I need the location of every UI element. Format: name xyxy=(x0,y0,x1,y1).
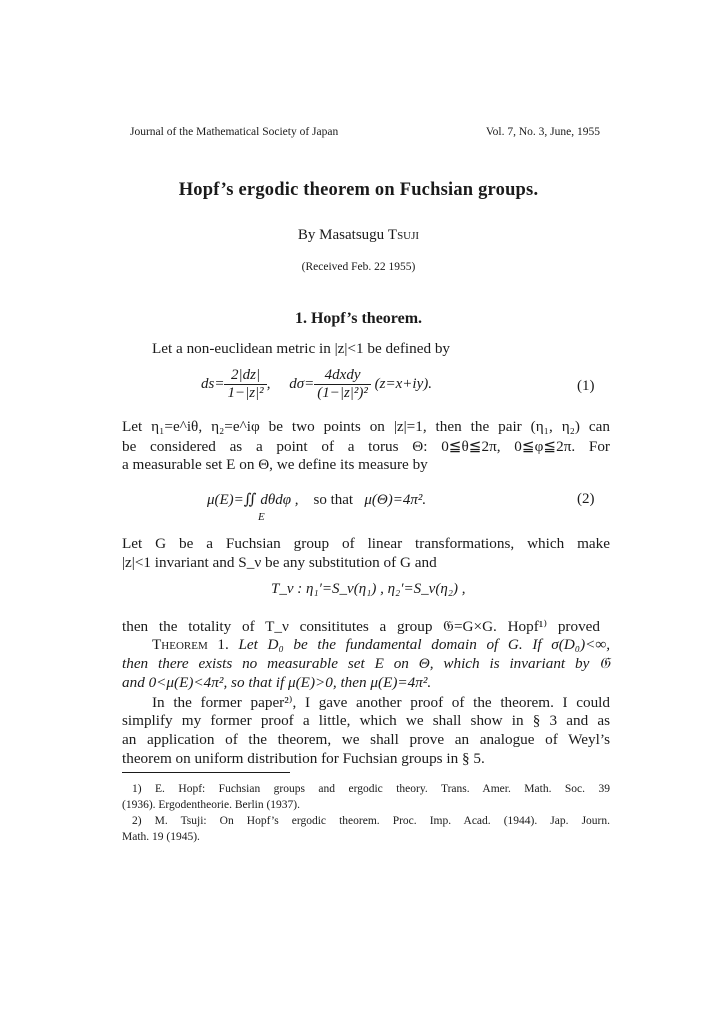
journal-name: Journal of the Mathematical Society of Japan xyxy=(130,126,339,138)
equation-3: T_ν : η₁′=S_ν(η₁) , η₂′=S_ν(η₂) , xyxy=(271,581,466,597)
equation-1: ds= $\frac{2|dz|}{\text{1−|z|²}}$ , dσ= $\frac{\text{4dxdy}}{\text{(1−|z|²)²}}$ (z=x+iy). xyxy=(201,367,432,401)
footnote-2-line-1: 2) M. Tsuji: On Hopf’s ergodic theorem. Proc. Imp. Acad. (1944). Jap. Journ. xyxy=(132,815,610,827)
eq2-integrand: dθdφ , xyxy=(260,492,299,508)
paragraph-2-line-2: be considered as a point of a torus Θ: 0≦θ≦2π, 0≦φ≦2π. For xyxy=(122,438,610,455)
footnote-1-line-2: (1936). Ergodentheorie. Berlin (1937). xyxy=(122,799,300,811)
eq1-num2: 4dxdy xyxy=(314,367,371,385)
eq1-fraction-1 xyxy=(224,367,266,402)
footnote-1-line-1: 1) E. Hopf: Fuchsian groups and ergodic theory. Trans. Amer. Math. Soc. 39 xyxy=(132,783,610,795)
paragraph-2-line-1: Let η₁=e^iθ, η₂=e^iφ be two points on |z|=1, then the pair (η₁, η₂) can xyxy=(122,418,610,435)
eq1-num1: 2|dz| xyxy=(224,367,266,385)
theorem-line-1 xyxy=(152,636,610,654)
paragraph-1: Let a non-euclidean metric in |z|<1 be defined by xyxy=(152,340,451,357)
eq2-rhs: μ(Θ)=4π². xyxy=(364,492,427,508)
paragraph-5-line-3: an application of the theorem, we shall prove an analogue of Weyl’s xyxy=(122,731,610,748)
eq2-subscript: E xyxy=(258,511,265,523)
eq1-den2: (1−|z|²)² xyxy=(317,385,368,401)
paragraph-5-line-2: simplify my former proof a little, which we shall show in § 3 and as xyxy=(122,712,610,729)
eq1-den1: 1−|z|² xyxy=(227,385,264,401)
theorem-line-3: and 0<μ(E)<4π², so that if μ(E)>0, then μ(E)=4π². xyxy=(122,674,432,691)
theorem-text-1: Let D₀ be the fundamental domain of G. If σ(D₀)<∞, xyxy=(238,636,611,653)
theorem-label: Theorem 1. xyxy=(152,636,229,653)
theorem-line-2: then there exists no measurable set E on Θ, which is invariant by 𝔊 xyxy=(122,655,610,672)
paragraph-5-line-1: In the former paper²⁾, I gave another proof of the theorem. I could xyxy=(152,694,610,711)
paragraph-5-line-4: theorem on uniform distribution for Fuchsian groups in § 5. xyxy=(122,750,485,767)
eq1-tail: (z=x+iy). xyxy=(374,375,432,392)
received-date: (Received Feb. 22 1955) xyxy=(301,261,416,273)
author-surname: Tsuji xyxy=(387,227,420,243)
volume-info: Vol. 7, No. 3, June, 1955 xyxy=(485,126,600,138)
paragraph-3-line-1: Let G be a Fuchsian group of linear transformations, which make xyxy=(122,535,610,552)
paragraph-2-line-3: a measurable set E on Θ, we define its measure by xyxy=(122,456,428,473)
paragraph-3-line-2: |z|<1 invariant and S_ν be any substitution of G and xyxy=(122,554,437,571)
section-heading: 1. Hopf’s theorem. xyxy=(294,310,423,327)
paragraph-4: then the totality of T_ν consititutes a group 𝔊=G×G. Hopf¹⁾ proved xyxy=(122,618,600,635)
eq1-fraction-2 xyxy=(314,367,371,402)
equation-2 xyxy=(207,490,426,509)
eq2-lhs: μ(E)=∬ xyxy=(207,492,257,508)
footnote-rule xyxy=(122,772,290,773)
eq1-lhs2: dσ= xyxy=(289,375,315,392)
equation-1-number: (1) xyxy=(577,378,595,394)
footnote-2-line-2: Math. 19 (1945). xyxy=(122,831,200,843)
paper-title: Hopf’s ergodic theorem on Fuchsian groups. xyxy=(178,180,539,200)
equation-2-number: (2) xyxy=(577,491,595,507)
author-prefix: By Masatsugu xyxy=(297,227,388,243)
eq2-middle: so that xyxy=(313,492,354,508)
author-line xyxy=(0,227,717,244)
eq1-lhs1: ds= xyxy=(201,375,225,392)
